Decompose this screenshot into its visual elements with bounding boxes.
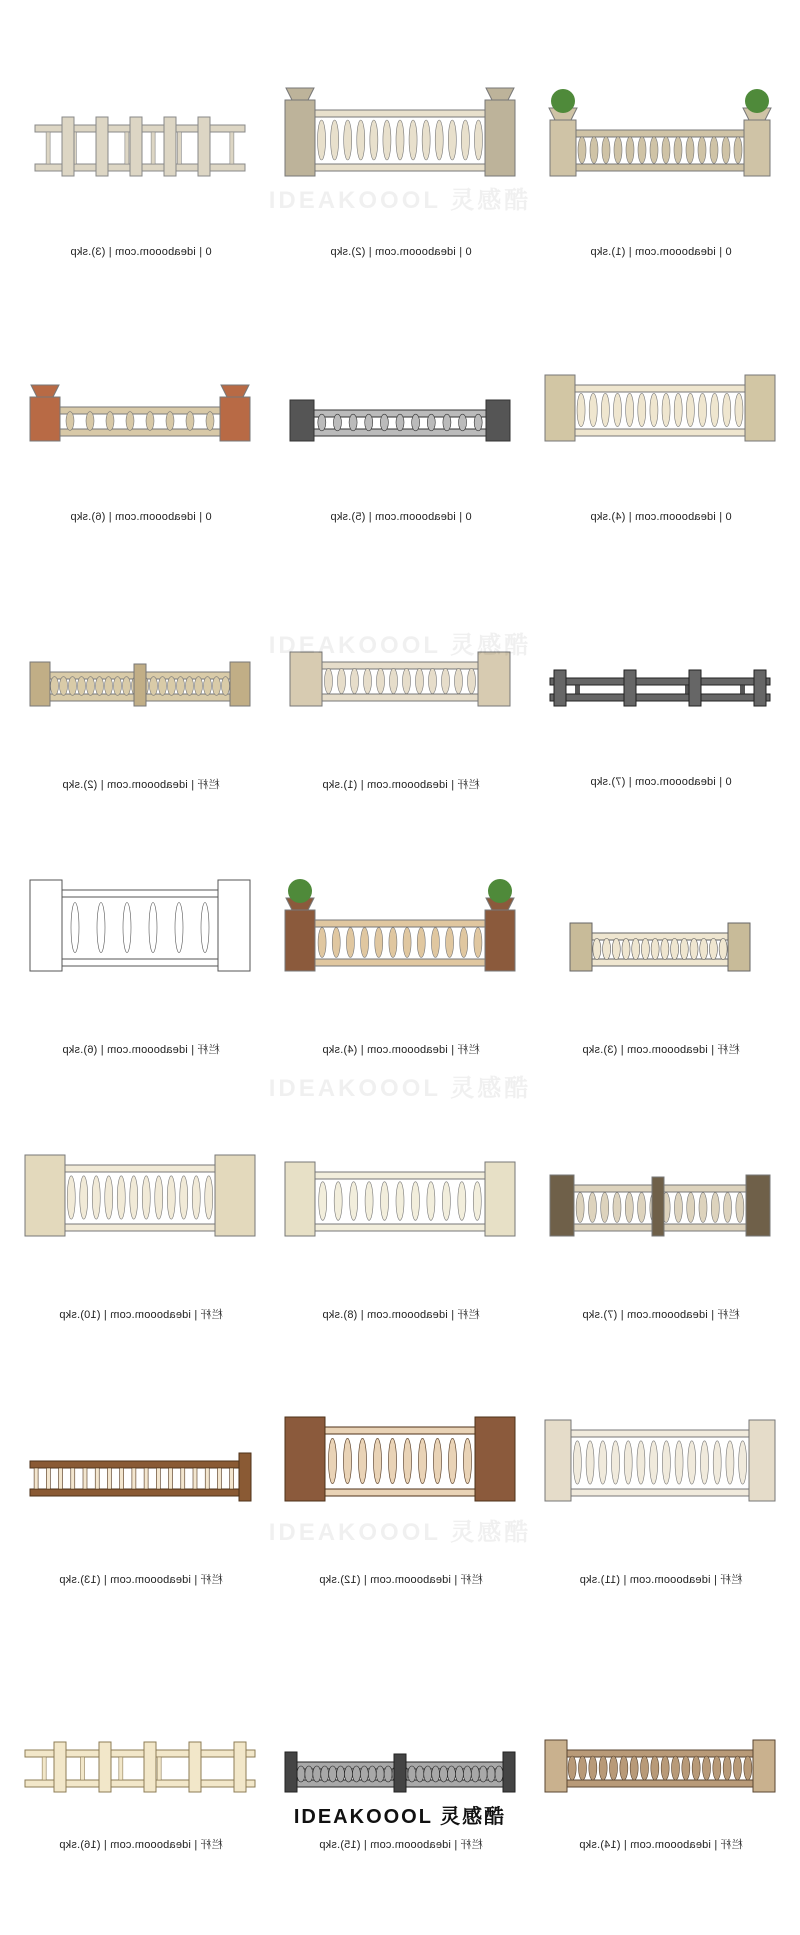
balustrade-preview bbox=[10, 875, 272, 1065]
model-thumbnail[interactable] bbox=[10, 1405, 272, 1670]
model-filename: 栏杆 | ideabooom.com | (4).skp bbox=[322, 1044, 480, 1056]
model-filename: 0 | ideabooom.com | (7).skp bbox=[590, 776, 732, 788]
balustrade-preview bbox=[10, 1140, 272, 1330]
balustrade-drawing bbox=[10, 80, 272, 270]
model-filename: 0 | ideabooom.com | (6).skp bbox=[70, 511, 212, 523]
watermark: IDEAKOOOL 灵感酷 bbox=[268, 632, 532, 659]
watermark: IDEAKOOOL 灵感酷 bbox=[268, 1075, 532, 1102]
model-filename: 栏杆 | ideabooom.com | (2).skp bbox=[62, 779, 220, 791]
balustrade-preview bbox=[270, 1405, 532, 1595]
model-thumbnail[interactable] bbox=[530, 1405, 792, 1670]
model-filename: 0 | ideabooom.com | (4).skp bbox=[590, 511, 732, 523]
balustrade-drawing bbox=[10, 875, 272, 1065]
balustrade-drawing bbox=[270, 1140, 532, 1330]
balustrade-preview bbox=[270, 1140, 532, 1330]
balustrade-preview bbox=[530, 875, 792, 1065]
balustrade-preview bbox=[10, 345, 272, 535]
balustrade-drawing bbox=[530, 1670, 792, 1860]
balustrade-preview bbox=[10, 80, 272, 270]
balustrade-preview bbox=[270, 345, 532, 535]
balustrade-preview bbox=[10, 1670, 272, 1860]
model-filename: 栏杆 | ideabooom.com | (6).skp bbox=[62, 1044, 220, 1056]
balustrade-drawing bbox=[10, 610, 272, 800]
balustrade-drawing bbox=[530, 875, 792, 1065]
model-filename: 栏杆 | ideabooom.com | (15).skp bbox=[319, 1839, 483, 1851]
balustrade-preview bbox=[10, 1405, 272, 1595]
watermark: IDEAKOOOL 灵感酷 bbox=[268, 187, 532, 214]
balustrade-drawing bbox=[270, 875, 532, 1065]
balustrade-drawing bbox=[270, 80, 532, 270]
balustrade-drawing bbox=[10, 1140, 272, 1330]
balustrade-drawing bbox=[270, 1405, 532, 1595]
model-thumbnail[interactable] bbox=[530, 875, 792, 1140]
balustrade-preview bbox=[270, 80, 532, 270]
model-filename: 栏杆 | ideabooom.com | (3).skp bbox=[582, 1044, 740, 1056]
balustrade-drawing bbox=[530, 1140, 792, 1330]
model-filename: 栏杆 | ideabooom.com | (7).skp bbox=[582, 1309, 740, 1321]
balustrade-preview bbox=[530, 1405, 792, 1595]
model-thumbnail[interactable] bbox=[530, 345, 792, 610]
balustrade-drawing bbox=[10, 1405, 272, 1595]
model-filename: 0 | ideabooom.com | (2).skp bbox=[330, 246, 472, 258]
balustrade-preview bbox=[10, 610, 272, 800]
balustrade-drawing bbox=[530, 1405, 792, 1595]
model-thumbnail[interactable] bbox=[10, 80, 272, 345]
balustrade-drawing bbox=[270, 345, 532, 535]
balustrade-drawing bbox=[270, 1670, 532, 1860]
model-thumbnail[interactable] bbox=[10, 875, 272, 1140]
balustrade-preview bbox=[270, 875, 532, 1065]
balustrade-preview bbox=[530, 1140, 792, 1330]
watermark: IDEAKOOOL 灵感酷 bbox=[268, 1519, 532, 1546]
model-thumbnail[interactable] bbox=[10, 610, 272, 875]
model-filename: 栏杆 | ideabooom.com | (13).skp bbox=[59, 1574, 223, 1586]
model-filename: 栏杆 | ideabooom.com | (16).skp bbox=[59, 1839, 223, 1851]
brand-logo: IDEAKOOOL 灵感酷 bbox=[293, 1806, 507, 1828]
model-thumbnail[interactable] bbox=[270, 1140, 532, 1405]
balustrade-drawing bbox=[530, 345, 792, 535]
model-thumbnail[interactable] bbox=[530, 1140, 792, 1405]
model-filename: 栏杆 | ideabooom.com | (12).skp bbox=[319, 1574, 483, 1586]
balustrade-preview bbox=[530, 1670, 792, 1860]
balustrade-preview bbox=[270, 1670, 532, 1860]
balustrade-preview bbox=[530, 610, 792, 800]
model-filename: 栏杆 | ideabooom.com | (11).skp bbox=[579, 1574, 743, 1586]
model-filename: 栏杆 | ideabooom.com | (1).skp bbox=[322, 779, 480, 791]
balustrade-drawing bbox=[530, 610, 792, 800]
model-filename: 栏杆 | ideabooom.com | (8).skp bbox=[322, 1309, 480, 1321]
balustrade-preview bbox=[530, 345, 792, 535]
model-filename: 0 | ideabooom.com | (1).skp bbox=[590, 246, 732, 258]
model-thumbnail[interactable] bbox=[530, 610, 792, 875]
model-thumbnail[interactable] bbox=[530, 80, 792, 345]
model-filename: 栏杆 | ideabooom.com | (10).skp bbox=[59, 1309, 223, 1321]
balustrade-drawing bbox=[10, 1670, 272, 1860]
model-thumbnail[interactable] bbox=[270, 345, 532, 610]
model-filename: 0 | ideabooom.com | (5).skp bbox=[330, 511, 472, 523]
balustrade-preview bbox=[530, 80, 792, 270]
model-thumbnail[interactable] bbox=[10, 345, 272, 610]
balustrade-drawing bbox=[10, 345, 272, 535]
model-filename: 栏杆 | ideabooom.com | (14).skp bbox=[579, 1839, 743, 1851]
model-thumbnail[interactable] bbox=[10, 1140, 272, 1405]
balustrade-drawing bbox=[530, 80, 792, 270]
model-filename: 0 | ideabooom.com | (3).skp bbox=[70, 246, 212, 258]
